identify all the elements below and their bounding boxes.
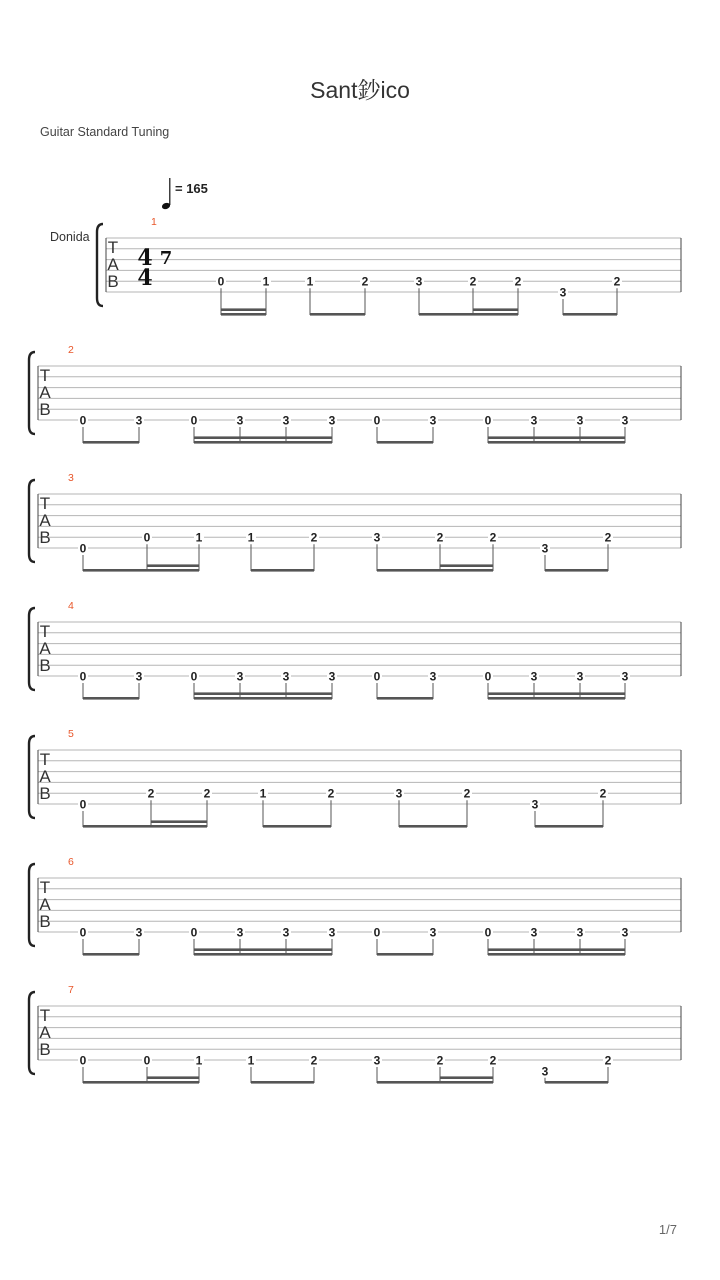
tab-letter-b: B <box>107 272 119 291</box>
fret-number: 0 <box>143 1053 151 1068</box>
beam-secondary <box>286 436 332 439</box>
tab-letter-a: A <box>39 895 51 914</box>
beam-primary <box>377 441 433 444</box>
song-title: Sant鈔ico <box>310 77 410 103</box>
fret-number: 2 <box>436 1053 444 1068</box>
fret-number: 0 <box>79 797 87 812</box>
measure-number: 4 <box>68 600 74 612</box>
beam-secondary <box>194 948 240 951</box>
fret-number: 2 <box>436 530 444 545</box>
fret-number: 3 <box>530 413 538 428</box>
beam-primary <box>488 697 625 700</box>
fret-number: 1 <box>195 1053 203 1068</box>
fret-number: 1 <box>262 274 270 289</box>
fret-number: 1 <box>247 530 255 545</box>
tab-letter-a: A <box>39 383 51 402</box>
fret-number: 2 <box>613 274 621 289</box>
beam-secondary <box>488 436 534 439</box>
beam-secondary <box>221 308 266 311</box>
tempo-marking: = 165 <box>175 181 208 196</box>
fret-number: 2 <box>599 786 607 801</box>
beam-primary <box>545 569 608 572</box>
beam-secondary <box>147 564 199 567</box>
beam-primary <box>377 1081 493 1084</box>
fret-number: 3 <box>135 413 143 428</box>
tab-letter-a: A <box>107 255 119 274</box>
beam-secondary <box>286 692 332 695</box>
fret-number: 3 <box>236 669 244 684</box>
measure-number: 5 <box>68 728 74 740</box>
beam-primary <box>83 441 139 444</box>
fret-number: 3 <box>429 413 437 428</box>
tab-letter-t: T <box>39 878 51 897</box>
beam-primary <box>419 313 518 316</box>
instrument-name: Donida <box>50 230 90 244</box>
beam-secondary <box>534 692 580 695</box>
fret-number: 3 <box>282 669 290 684</box>
tab-letter-a: A <box>39 767 51 786</box>
fret-number: 3 <box>530 925 538 940</box>
beam-secondary <box>534 436 580 439</box>
fret-number: 3 <box>135 669 143 684</box>
fret-number: 0 <box>484 413 492 428</box>
beam-secondary <box>580 692 625 695</box>
beam-primary <box>310 313 365 316</box>
fret-number: 2 <box>203 786 211 801</box>
fret-number: 3 <box>282 925 290 940</box>
fret-number: 2 <box>361 274 369 289</box>
fret-number: 1 <box>247 1053 255 1068</box>
beam-secondary <box>440 1076 493 1079</box>
beam-primary <box>263 825 331 828</box>
fret-number: 2 <box>147 786 155 801</box>
tab-letter-t: T <box>39 622 51 641</box>
fret-number: 0 <box>484 669 492 684</box>
system-bracket <box>29 736 35 818</box>
fret-number: 0 <box>79 1053 87 1068</box>
fret-number: 2 <box>310 1053 318 1068</box>
fret-number: 3 <box>135 925 143 940</box>
fret-number: 3 <box>621 413 629 428</box>
beam-secondary <box>194 692 240 695</box>
measure-number: 2 <box>68 344 74 356</box>
fret-number: 3 <box>429 669 437 684</box>
system-bracket <box>29 352 35 434</box>
beam-primary <box>83 953 139 956</box>
beam-primary <box>194 441 332 444</box>
tab-letter-b: B <box>39 528 51 547</box>
beam-secondary <box>534 948 580 951</box>
measure-number: 6 <box>68 856 74 868</box>
fret-number: 2 <box>489 530 497 545</box>
fret-number: 2 <box>604 530 612 545</box>
beam-primary <box>83 697 139 700</box>
fret-number: 2 <box>489 1053 497 1068</box>
fret-number: 3 <box>530 669 538 684</box>
beam-primary <box>251 569 314 572</box>
fret-number: 1 <box>259 786 267 801</box>
tuning-label: Guitar Standard Tuning <box>40 125 170 139</box>
beam-primary <box>488 441 625 444</box>
fret-number: 1 <box>306 274 314 289</box>
fret-number: 3 <box>531 797 539 812</box>
fret-number: 3 <box>621 925 629 940</box>
tab-letter-b: B <box>39 400 51 419</box>
measure-number: 7 <box>68 984 74 996</box>
fret-number: 3 <box>576 669 584 684</box>
beam-secondary <box>488 692 534 695</box>
fret-number: 3 <box>576 413 584 428</box>
beam-primary <box>377 697 433 700</box>
fret-number: 0 <box>190 925 198 940</box>
tab-letter-a: A <box>39 1023 51 1042</box>
fret-number: 0 <box>79 541 87 556</box>
beam-primary <box>563 313 617 316</box>
fret-number: 3 <box>328 413 336 428</box>
fret-number: 0 <box>373 925 381 940</box>
fret-number: 0 <box>217 274 225 289</box>
fret-number: 2 <box>469 274 477 289</box>
fret-number: 3 <box>328 669 336 684</box>
fret-number: 3 <box>282 413 290 428</box>
fret-number: 3 <box>236 413 244 428</box>
system-bracket <box>97 224 103 306</box>
fret-number: 3 <box>429 925 437 940</box>
fret-number: 0 <box>190 413 198 428</box>
beam-secondary <box>286 948 332 951</box>
fret-number: 0 <box>373 413 381 428</box>
beam-secondary <box>240 436 286 439</box>
tab-letter-t: T <box>39 366 51 385</box>
beam-secondary <box>151 820 207 823</box>
beam-primary <box>377 953 433 956</box>
fret-number: 0 <box>79 925 87 940</box>
tab-letter-a: A <box>39 639 51 658</box>
fret-number: 2 <box>514 274 522 289</box>
system-bracket <box>29 864 35 946</box>
beam-primary <box>251 1081 314 1084</box>
fret-number: 3 <box>373 530 381 545</box>
beam-primary <box>535 825 603 828</box>
time-signature-bottom: 4 <box>137 265 153 291</box>
beam-secondary <box>488 948 534 951</box>
beam-secondary <box>147 1076 199 1079</box>
tab-letter-b: B <box>39 1040 51 1059</box>
eighth-rest: 7 <box>159 248 173 269</box>
measure-number: 3 <box>68 472 74 484</box>
fret-number: 3 <box>541 541 549 556</box>
beam-primary <box>221 313 266 316</box>
beam-secondary <box>580 436 625 439</box>
beam-primary <box>194 953 332 956</box>
tab-letter-a: A <box>39 511 51 530</box>
tab-letter-b: B <box>39 656 51 675</box>
beam-primary <box>194 697 332 700</box>
beam-primary <box>488 953 625 956</box>
fret-number: 3 <box>395 786 403 801</box>
tab-letter-t: T <box>39 1006 51 1025</box>
fret-number: 3 <box>541 1064 549 1079</box>
fret-number: 3 <box>236 925 244 940</box>
fret-number: 0 <box>373 669 381 684</box>
page-number: 1/7 <box>658 1222 677 1237</box>
fret-number: 0 <box>190 669 198 684</box>
system-bracket <box>29 992 35 1074</box>
beam-primary <box>83 1081 199 1084</box>
beam-secondary <box>440 564 493 567</box>
fret-number: 2 <box>310 530 318 545</box>
fret-number: 3 <box>328 925 336 940</box>
beam-primary <box>83 569 199 572</box>
fret-number: 2 <box>463 786 471 801</box>
beam-secondary <box>194 436 240 439</box>
tab-letter-b: B <box>39 912 51 931</box>
fret-number: 3 <box>576 925 584 940</box>
fret-number: 0 <box>79 669 87 684</box>
fret-number: 3 <box>559 285 567 300</box>
fret-number: 3 <box>621 669 629 684</box>
fret-number: 0 <box>79 413 87 428</box>
beam-primary <box>399 825 467 828</box>
fret-number: 3 <box>373 1053 381 1068</box>
system-bracket <box>29 480 35 562</box>
beam-secondary <box>240 948 286 951</box>
tab-letter-t: T <box>107 238 119 257</box>
beam-primary <box>545 1081 608 1084</box>
tab-letter-t: T <box>39 750 51 769</box>
measure-number: 1 <box>151 216 157 228</box>
fret-number: 0 <box>143 530 151 545</box>
time-signature-top: 4 <box>137 245 153 271</box>
beam-primary <box>377 569 493 572</box>
tab-letter-b: B <box>39 784 51 803</box>
beam-secondary <box>580 948 625 951</box>
fret-number: 3 <box>415 274 423 289</box>
fret-number: 2 <box>327 786 335 801</box>
fret-number: 1 <box>195 530 203 545</box>
tab-letter-t: T <box>39 494 51 513</box>
fret-number: 2 <box>604 1053 612 1068</box>
beam-primary <box>83 825 207 828</box>
fret-number: 0 <box>484 925 492 940</box>
beam-secondary <box>473 308 518 311</box>
system-bracket <box>29 608 35 690</box>
beam-secondary <box>240 692 286 695</box>
